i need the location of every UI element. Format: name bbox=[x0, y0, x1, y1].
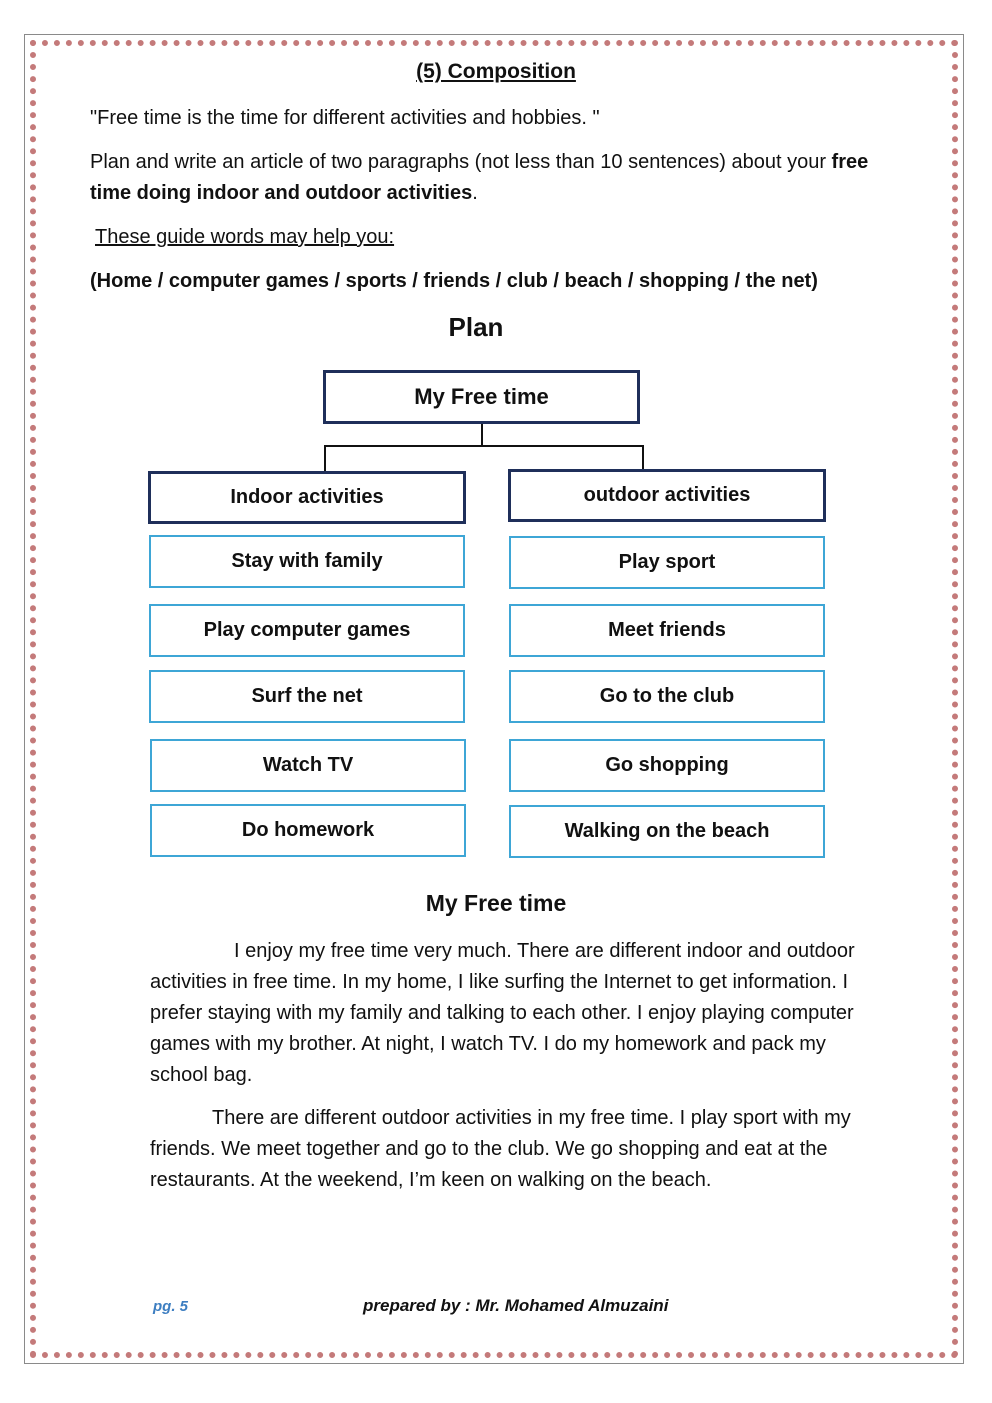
indoor-item: Do homework bbox=[150, 804, 466, 857]
outdoor-item: Play sport bbox=[509, 536, 825, 589]
essay-title: My Free time bbox=[425, 890, 567, 916]
diagram-root: My Free time bbox=[323, 370, 640, 424]
indoor-item: Stay with family bbox=[149, 535, 465, 588]
instruction-end: . bbox=[472, 182, 478, 204]
instruction-emphasis: free time doing indoor and outdoor activities bbox=[90, 151, 869, 204]
author-credit: prepared by : Mr. Mohamed Almuzaini bbox=[363, 1296, 669, 1315]
connector-horizontal bbox=[324, 445, 644, 447]
essay-paragraph-2: There are different outdoor activities in my free time. I play sport with my friends. We meet together and go to the club. We go shopping and eat at the restaurants. At the weekend, I’m keen on walking on the beach. bbox=[150, 1107, 851, 1191]
indoor-header: Indoor activities bbox=[148, 471, 466, 524]
essay-paragraph-1: I enjoy my free time very much. There are different indoor and outdoor activities in free time. In my home, I like surfing the Internet to get information. I prefer staying with my family and talking to each other. I enjoy playing computer games with my brother. At night, I watch TV. I do my homework and pack my school bag. bbox=[150, 940, 855, 1086]
outdoor-item: Go shopping bbox=[509, 739, 825, 792]
connector-left bbox=[324, 445, 326, 471]
composition-heading: (5) Composition bbox=[416, 60, 576, 83]
connector-right bbox=[642, 445, 644, 469]
indoor-item: Surf the net bbox=[149, 670, 465, 723]
indoor-item: Play computer games bbox=[149, 604, 465, 657]
instruction-text: Plan and write an article of two paragraphs (not less than 10 sentences) about your bbox=[90, 151, 832, 173]
indoor-item: Watch TV bbox=[150, 739, 466, 792]
connector-vertical bbox=[481, 424, 483, 446]
outdoor-item: Meet friends bbox=[509, 604, 825, 657]
quote: "Free time is the time for different activities and hobbies. " bbox=[90, 107, 600, 129]
outdoor-header: outdoor activities bbox=[508, 469, 826, 522]
instruction bbox=[90, 147, 910, 209]
outdoor-item: Walking on the beach bbox=[509, 805, 825, 858]
outdoor-item: Go to the club bbox=[509, 670, 825, 723]
plan-title: Plan bbox=[448, 312, 504, 342]
guide-label: These guide words may help you: bbox=[95, 226, 395, 248]
guide-words: (Home / computer games / sports / friends / club / beach / shopping / the net) bbox=[90, 270, 818, 292]
page-number: pg. 5 bbox=[153, 1298, 189, 1315]
